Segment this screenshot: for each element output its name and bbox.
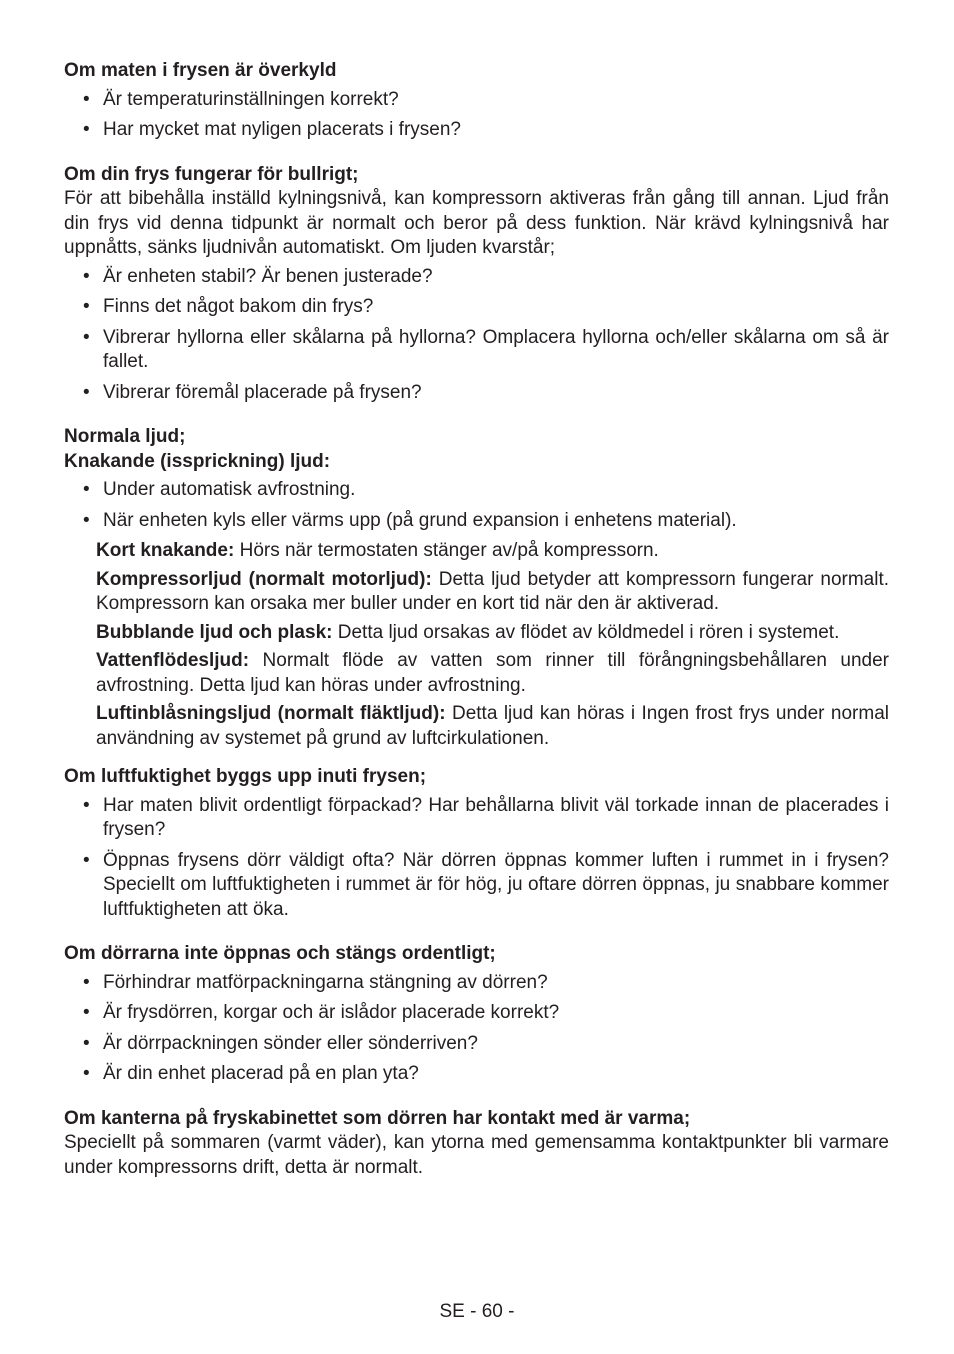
list-item: • Är temperaturinställningen korrekt? (64, 88, 889, 113)
bullet-list (64, 971, 889, 1087)
section-heading: Om maten i frysen är överkyld (64, 60, 337, 81)
section-heading: Om luftfuktighet byggs upp inuti frysen; (64, 766, 427, 787)
bullet-list (64, 265, 889, 406)
bullet-icon: • (83, 1032, 90, 1054)
sound-label: Kort knakande: (96, 540, 235, 561)
list-item: • Finns det något bakom din frys? (64, 295, 889, 320)
section-subheading: Knakande (issprickning) ljud: (64, 450, 331, 472)
bullet-icon: • (83, 509, 90, 531)
bullet-icon: • (83, 794, 90, 816)
section-heading: Om din frys fungerar för bullrigt; (64, 163, 359, 185)
list-item: • Är dörrpackningen sönder eller sönderriven? (64, 1032, 889, 1057)
list-item: • När enheten kyls eller värms upp (på grund expansion i enhetens material). (64, 509, 889, 534)
bullet-icon: • (83, 88, 90, 110)
list-item: • Vibrerar hyllorna eller skålarna på hyllorna? Omplacera hyllorna och/eller skålarna om så är fallet. (83, 326, 889, 372)
list-item: • Är din enhet placerad på en plan yta? (64, 1062, 889, 1087)
list-item: • Är enheten stabil? Är benen justerade? (64, 265, 889, 290)
bullet-icon: • (83, 1002, 90, 1023)
sound-label: Vattenflödesljud: (96, 650, 250, 671)
sound-item: Bubblande ljud och plask: Detta ljud orsakas av flödet av köldmedel i rören i systemet. (96, 621, 840, 643)
section-heading: Normala ljud; (64, 426, 186, 447)
page-number: SE - 60 - (439, 1301, 515, 1322)
list-item: • Under automatisk avfrostning. (64, 478, 889, 503)
list-item: • Förhindrar matförpackningarna stängning av dörren? (64, 971, 889, 996)
sound-label: Bubblande ljud och plask: (96, 621, 333, 643)
list-item: • Öppnas frysens dörr väldigt ofta? När dörren öppnas kommer luften i rummet in i frysen? Speciellt om luftfuktigheten i rummet är för hög, ju oftare dörren öppnas, ju snabbare kommer luftfuktigheten att öka. (83, 849, 889, 920)
bullet-icon: • (83, 119, 90, 140)
sound-item: Kort knakande: Hörs när termostaten stänger av/på kompressorn. (96, 540, 659, 561)
bullet-icon: • (83, 296, 90, 317)
section-heading: Om kanterna på fryskabinettet som dörren har kontakt med är varma; (64, 1107, 691, 1129)
list-item: • Vibrerar föremål placerade på frysen? (64, 381, 889, 406)
document-page (64, 59, 889, 1180)
sound-descriptions (96, 539, 889, 751)
list-item: • Har maten blivit ordentligt förpackad? Har behållarna blivit väl torkade innan de placerades i frysen? (83, 794, 889, 840)
sound-item: Vattenflödesljud: Normalt flöde av vatten som rinner till förångningsbehållaren under avfrostning. Detta ljud kan höras under avfrostning. (96, 650, 889, 696)
bullet-icon: • (83, 1063, 90, 1084)
bullet-list (64, 478, 889, 533)
bullet-icon: • (83, 381, 90, 403)
bullet-list (64, 794, 889, 923)
sound-label: Kompressorljud (normalt motorljud): (96, 568, 432, 590)
bullet-icon: • (83, 479, 90, 500)
bullet-icon: • (83, 849, 90, 871)
section-intro: För att bibehålla inställd kylningsnivå, kan kompressorn aktiveras från gång till annan. Ljud från din frys vid denna tidpunkt är normalt och beror på dess funktion. När krävd kylningsnivå har uppnåtts, sänks ljudnivån automatiskt. Om ljuden kvarstår; (64, 188, 889, 258)
sound-item: Luftinblåsningsljud (normalt fläktljud): Detta ljud kan höras i Ingen frost frys under normal användning av systemet på grund av luftcirkulationen. (96, 703, 889, 749)
list-item: • Är frysdörren, korgar och är islådor placerade korrekt? (64, 1001, 889, 1026)
section-heading: Om dörrarna inte öppnas och stängs ordentligt; (64, 943, 496, 964)
bullet-list (64, 88, 889, 143)
sound-label: Luftinblåsningsljud (normalt fläktljud): (96, 703, 446, 724)
sound-item: Kompressorljud (normalt motorljud): Detta ljud betyder att kompressorn fungerar normalt. Kompressorn kan orsaka mer buller under en kort tid när den är aktiverad. (96, 568, 890, 614)
list-item: • Har mycket mat nyligen placerats i frysen? (64, 118, 889, 143)
bullet-icon: • (83, 971, 90, 993)
bullet-icon: • (83, 326, 90, 348)
bullet-icon: • (83, 265, 90, 287)
section-intro: Speciellt på sommaren (varmt väder), kan ytorna med gemensamma kontaktpunkter bli varmare under kompressorns drift, detta är normalt. (64, 1132, 889, 1178)
